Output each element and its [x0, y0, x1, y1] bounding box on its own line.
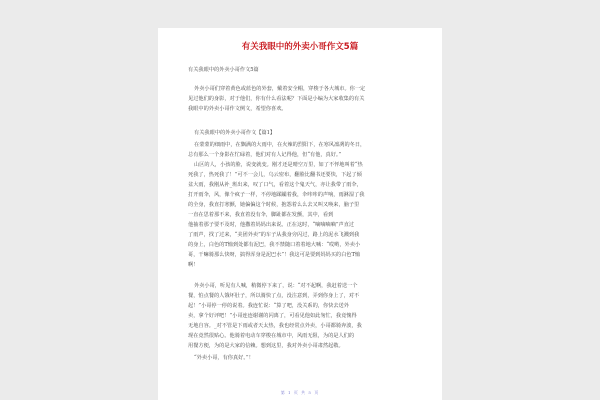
body-line: 啊！ — [188, 262, 199, 268]
body-line: 一直在思着那不来，我直着没有伞，脚趾都在发颤，其中，看到 — [188, 212, 334, 218]
page-number: 第 1 页 共 5 页 — [280, 390, 320, 395]
body-line: 死我了，热死我了！”可不一会儿，乌云密布，翻脸比翻书还要快，下起了倾 — [188, 172, 362, 178]
intro-line: 见过他们的身影，对于他们，你有什么看法呢？下面是小编为大家收集的有关 — [188, 96, 365, 102]
document-subtitle: 有关我眼中的外卖小哥作文5篇 — [188, 67, 259, 73]
intro-line: 外卖小哥们穿着黄色或蓝色的外套，戴着安全帽，穿梭于各大城市。你一定 — [194, 86, 366, 92]
body-line: 现在竟然很贴心。他骑着电动车穿梭在城市中，风雨无阻，为的是人们的 — [188, 333, 355, 339]
document-title: 有关我眼中的外卖小哥作文5篇 — [241, 42, 359, 52]
body-line: 起！”小哥停一停的说着。我连忙说：“算了吧，没关系的，你快去送外 — [188, 303, 349, 309]
document-page — [158, 28, 442, 400]
body-line: 卖，拿个好评吧！”小哥连连谢谢的闪离了，可看见他如此匆忙，我竟愧得 — [188, 313, 357, 319]
body-line: 盆大雨，我刚从补_班出来，叹了口气，看着这个鬼天气，亦让我带了雨伞， — [188, 182, 362, 188]
body-line: 了雨声，找了过来，“美团外卖”的车子从我身旁闪过，路上的泥水飞溅到我 — [188, 232, 360, 238]
body-line: 哥，干嘛骑那么快呀，搞得浑身是泥巴水”！我这可是要到妈妈买的白色T恤 — [188, 252, 361, 258]
body-line: 的全身，我直打寒颤，她偏偏这个时候，抱怨着么么去又叫又唤来，脑子里 — [188, 202, 360, 208]
body-line: 山区的人，小孩的脸，说变就变。刚才还是晴空万里，如了不怦地叫着“热 — [194, 162, 363, 168]
body-line: 无地自容。_对不管是下雨或者天太热，我也经常点外卖，小哥都骑奔波，我 — [188, 323, 362, 329]
body-line: 在蒙蒙的细雨中，在飘满的大雨中，在火辣的烈阳下，在寒风凛冽的冬日， — [194, 142, 366, 148]
body-line: 他抽着那子要不及时，他撒着妈妈出来说。正在这时，“嘀嘀嘀嘀”声直过 — [188, 222, 355, 228]
intro-line: 我眼中的外卖小哥作文例文，希望你喜欢。 — [188, 106, 287, 112]
body-line: 外卖小哥，听见有人喊，稍微停下来了，说：“对不起啊，我赶着送一个 — [194, 283, 358, 289]
section-heading: 有关我眼中的外卖小哥作文【篇1】 — [194, 130, 276, 136]
body-line: 餐，怕点餐的人饿坏肚子，所以骑快了点，没注意到，弄到你身上了，对不 — [188, 293, 360, 299]
body-line: 用餐方便，为的是大家的信赖。想到这里，我对外卖小哥肃然起敬。 — [188, 343, 344, 349]
body-line: 打开雨伞，风，像个疯子一样，不停地蹂躏着我，伞咔咔的声响，雨淋湿了我 — [188, 192, 365, 198]
body-line: 的身上，白色的T恤到处都有泥巴，我不禁随口着着地大喊：“哎哟，外卖小 — [188, 242, 361, 248]
body-line: 总有那么一个身影在忙碌着，他们对有人记得他，但“有他，真好。” — [188, 152, 342, 158]
body-line: “外卖小哥，有你真好。”！ — [194, 355, 254, 361]
